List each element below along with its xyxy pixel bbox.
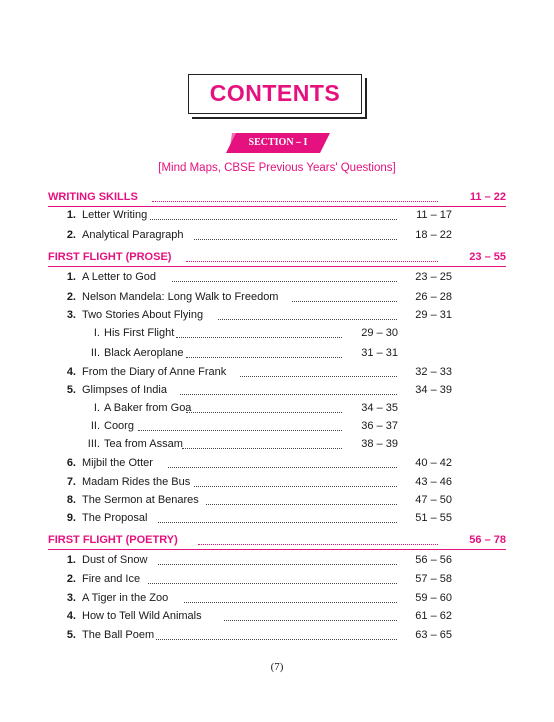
leader-dots bbox=[186, 347, 342, 358]
leader-dots bbox=[186, 402, 342, 413]
entry-title: Analytical Paragraph bbox=[82, 229, 184, 241]
page-start: 63 bbox=[415, 629, 428, 641]
toc-entry[interactable] bbox=[0, 307, 554, 323]
entry-title: Dust of Snow bbox=[82, 554, 148, 566]
entry-pages: 63 – 65 bbox=[415, 629, 452, 641]
entry-title: Mijbil the Otter bbox=[82, 457, 153, 469]
toc-entry[interactable] bbox=[0, 590, 554, 606]
subentry-number: II. bbox=[90, 347, 100, 359]
entry-pages: 47 – 50 bbox=[415, 494, 452, 506]
entry-pages: 29 – 31 bbox=[415, 309, 452, 321]
page-end: 60 bbox=[439, 592, 452, 604]
subentry-number: III. bbox=[87, 438, 100, 450]
subentry-number: I. bbox=[93, 327, 100, 339]
entry-number: 9. bbox=[66, 512, 76, 524]
toc-entry[interactable] bbox=[0, 289, 554, 305]
page-start: 56 bbox=[469, 534, 482, 546]
section-subtitle: [Mind Maps, CBSE Previous Years' Questions] bbox=[158, 162, 396, 174]
toc-subentry[interactable] bbox=[0, 436, 554, 452]
leader-dots bbox=[152, 191, 438, 202]
entry-pages: 43 – 46 bbox=[415, 476, 452, 488]
entry-title: The Sermon at Benares bbox=[82, 494, 199, 506]
subentry-title: His First Flight bbox=[104, 327, 175, 339]
leader-dots bbox=[180, 384, 397, 395]
toc-subentry[interactable] bbox=[0, 400, 554, 416]
entry-number: 2. bbox=[66, 573, 76, 585]
page-start: 31 bbox=[361, 347, 374, 359]
heading-pages: 56 – 78 bbox=[469, 534, 506, 546]
toc-entry[interactable] bbox=[0, 364, 554, 380]
page-start: 29 bbox=[415, 309, 428, 321]
leader-dots bbox=[158, 512, 397, 523]
leader-dots bbox=[186, 251, 438, 262]
entry-number: 3. bbox=[66, 592, 76, 604]
leader-dots bbox=[184, 592, 397, 603]
page-end: 42 bbox=[439, 457, 452, 469]
page-start: 59 bbox=[415, 592, 428, 604]
heading-pages: 11 – 22 bbox=[469, 191, 506, 203]
entry-title: From the Diary of Anne Frank bbox=[82, 366, 227, 378]
section-tag bbox=[226, 133, 330, 153]
page-number: (7) bbox=[270, 661, 284, 673]
page-end: 31 bbox=[439, 309, 452, 321]
subentry-title: Tea from Assam bbox=[104, 438, 183, 450]
leader-dots bbox=[194, 476, 397, 487]
entry-number: 1. bbox=[66, 554, 76, 566]
entry-number: 1. bbox=[66, 271, 76, 283]
contents-title-box bbox=[188, 74, 362, 114]
leader-dots bbox=[168, 457, 397, 468]
entry-title: Glimpses of India bbox=[82, 384, 167, 396]
subentry-pages: 34 – 35 bbox=[361, 402, 398, 414]
subentry-number: II. bbox=[90, 420, 100, 432]
leader-dots bbox=[138, 420, 342, 431]
entry-pages: 32 – 33 bbox=[415, 366, 452, 378]
toc-entry[interactable] bbox=[0, 207, 554, 223]
entry-number: 7. bbox=[66, 476, 76, 488]
page-end: 28 bbox=[439, 291, 452, 303]
entry-pages: 51 – 55 bbox=[415, 512, 452, 524]
page-end: 37 bbox=[385, 420, 398, 432]
heading-label: FIRST FLIGHT (PROSE) bbox=[48, 251, 172, 263]
leader-dots bbox=[206, 494, 397, 505]
page-start: 36 bbox=[361, 420, 374, 432]
page-start: 61 bbox=[415, 610, 428, 622]
page-start: 32 bbox=[415, 366, 428, 378]
page-end: 22 bbox=[439, 229, 452, 241]
leader-dots bbox=[158, 554, 397, 565]
entry-number: 5. bbox=[66, 384, 76, 396]
entry-pages: 40 – 42 bbox=[415, 457, 452, 469]
page-end: 55 bbox=[493, 251, 506, 263]
entry-title: The Ball Poem bbox=[82, 629, 155, 641]
subentry-title: Coorg bbox=[104, 420, 134, 432]
entry-title: Fire and Ice bbox=[82, 573, 141, 585]
entry-title: Nelson Mandela: Long Walk to Freedom bbox=[82, 291, 279, 303]
page-start: 11 bbox=[416, 209, 428, 221]
heading-label: WRITING SKILLS bbox=[48, 191, 138, 203]
page-start: 34 bbox=[361, 402, 374, 414]
page-start: 56 bbox=[415, 554, 428, 566]
entry-pages: 57 – 58 bbox=[415, 573, 452, 585]
toc-entry[interactable] bbox=[0, 382, 554, 398]
toc-subentry[interactable] bbox=[0, 418, 554, 434]
page-start: 29 bbox=[361, 327, 374, 339]
subentry-pages: 38 – 39 bbox=[361, 438, 398, 450]
page-end: 46 bbox=[439, 476, 452, 488]
entry-number: 6. bbox=[66, 457, 76, 469]
subentry-pages: 31 – 31 bbox=[361, 347, 398, 359]
subentry-title: A Baker from Goa bbox=[104, 402, 192, 414]
page-start: 18 bbox=[415, 229, 428, 241]
heading-label: FIRST FLIGHT (POETRY) bbox=[48, 534, 178, 546]
page-end: 25 bbox=[439, 271, 452, 283]
leader-dots bbox=[176, 327, 342, 338]
heading-rule bbox=[48, 549, 506, 550]
page-end: 35 bbox=[385, 402, 398, 414]
page-end: 31 bbox=[385, 347, 398, 359]
leader-dots bbox=[198, 534, 438, 545]
heading-writing-skills[interactable] bbox=[48, 189, 506, 205]
entry-pages: 11 – 17 bbox=[416, 209, 452, 221]
subentry-title: Black Aeroplane bbox=[104, 347, 184, 359]
entry-number: 5. bbox=[66, 629, 76, 641]
page-end: 58 bbox=[439, 573, 452, 585]
entry-title: Madam Rides the Bus bbox=[82, 476, 191, 488]
toc-entry[interactable] bbox=[0, 627, 554, 643]
page-start: 34 bbox=[415, 384, 428, 396]
page-start: 47 bbox=[415, 494, 428, 506]
entry-title: A Letter to God bbox=[82, 271, 156, 283]
page-start: 57 bbox=[415, 573, 428, 585]
entry-title: The Proposal bbox=[82, 512, 148, 524]
section-label: SECTION – I bbox=[248, 137, 308, 148]
toc-entry[interactable] bbox=[0, 552, 554, 568]
page-start: 51 bbox=[415, 512, 428, 524]
page-end: 65 bbox=[439, 629, 452, 641]
entry-title: A Tiger in the Zoo bbox=[82, 592, 169, 604]
entry-pages: 61 – 62 bbox=[415, 610, 452, 622]
page-start: 23 bbox=[469, 251, 482, 263]
entry-pages: 56 – 56 bbox=[415, 554, 452, 566]
entry-number: 4. bbox=[66, 610, 76, 622]
entry-title: Two Stories About Flying bbox=[82, 309, 204, 321]
page-end: 22 bbox=[493, 191, 506, 203]
heading-first-flight-poetry[interactable] bbox=[48, 532, 506, 548]
leader-dots bbox=[292, 291, 397, 302]
toc-subentry[interactable] bbox=[0, 345, 554, 361]
page-start: 43 bbox=[415, 476, 428, 488]
toc-entry[interactable] bbox=[0, 608, 554, 624]
page-end: 39 bbox=[385, 438, 398, 450]
toc-entry[interactable] bbox=[0, 269, 554, 285]
entry-number: 4. bbox=[66, 366, 76, 378]
page-end: 17 bbox=[439, 209, 452, 221]
entry-pages: 34 – 39 bbox=[415, 384, 452, 396]
entry-pages: 26 – 28 bbox=[415, 291, 452, 303]
heading-first-flight-prose[interactable] bbox=[48, 249, 506, 265]
leader-dots bbox=[156, 629, 397, 640]
toc-entry[interactable] bbox=[0, 510, 554, 526]
page-end: 30 bbox=[385, 327, 398, 339]
subentry-pages: 36 – 37 bbox=[361, 420, 398, 432]
toc-entry[interactable] bbox=[0, 455, 554, 471]
page-end: 33 bbox=[439, 366, 452, 378]
page-end: 56 bbox=[439, 554, 452, 566]
entry-pages: 18 – 22 bbox=[415, 229, 452, 241]
page-end: 39 bbox=[439, 384, 452, 396]
page-start: 38 bbox=[361, 438, 374, 450]
leader-dots bbox=[224, 610, 397, 621]
page-start: 26 bbox=[415, 291, 428, 303]
toc-subentry[interactable] bbox=[0, 325, 554, 341]
page-start: 23 bbox=[415, 271, 428, 283]
leader-dots bbox=[240, 366, 397, 377]
entry-pages: 59 – 60 bbox=[415, 592, 452, 604]
leader-dots bbox=[194, 229, 397, 240]
page-title: CONTENTS bbox=[209, 80, 341, 106]
entry-title: How to Tell Wild Animals bbox=[82, 610, 202, 622]
toc-entry[interactable] bbox=[0, 492, 554, 508]
subentry-pages: 29 – 30 bbox=[361, 327, 398, 339]
page-start: 11 bbox=[469, 191, 482, 203]
heading-pages: 23 – 55 bbox=[469, 251, 506, 263]
entry-title: Letter Writing bbox=[82, 209, 148, 221]
subentry-number: I. bbox=[93, 402, 100, 414]
entry-number: 3. bbox=[66, 309, 76, 321]
page-end: 62 bbox=[439, 610, 452, 622]
leader-dots bbox=[182, 438, 342, 449]
entry-pages: 23 – 25 bbox=[415, 271, 452, 283]
leader-dots bbox=[148, 573, 397, 584]
toc-entry[interactable] bbox=[0, 227, 554, 243]
page-end: 50 bbox=[439, 494, 452, 506]
page-start: 40 bbox=[415, 457, 428, 469]
leader-dots bbox=[218, 309, 397, 320]
page-end: 78 bbox=[493, 534, 506, 546]
entry-number: 2. bbox=[66, 291, 76, 303]
entry-number: 8. bbox=[66, 494, 76, 506]
page-end: 55 bbox=[439, 512, 452, 524]
toc-entry[interactable] bbox=[0, 474, 554, 490]
heading-rule bbox=[48, 266, 506, 267]
entry-number: 1. bbox=[66, 209, 76, 221]
leader-dots bbox=[150, 209, 397, 220]
leader-dots bbox=[172, 271, 397, 282]
entry-number: 2. bbox=[66, 229, 76, 241]
toc-entry[interactable] bbox=[0, 571, 554, 587]
